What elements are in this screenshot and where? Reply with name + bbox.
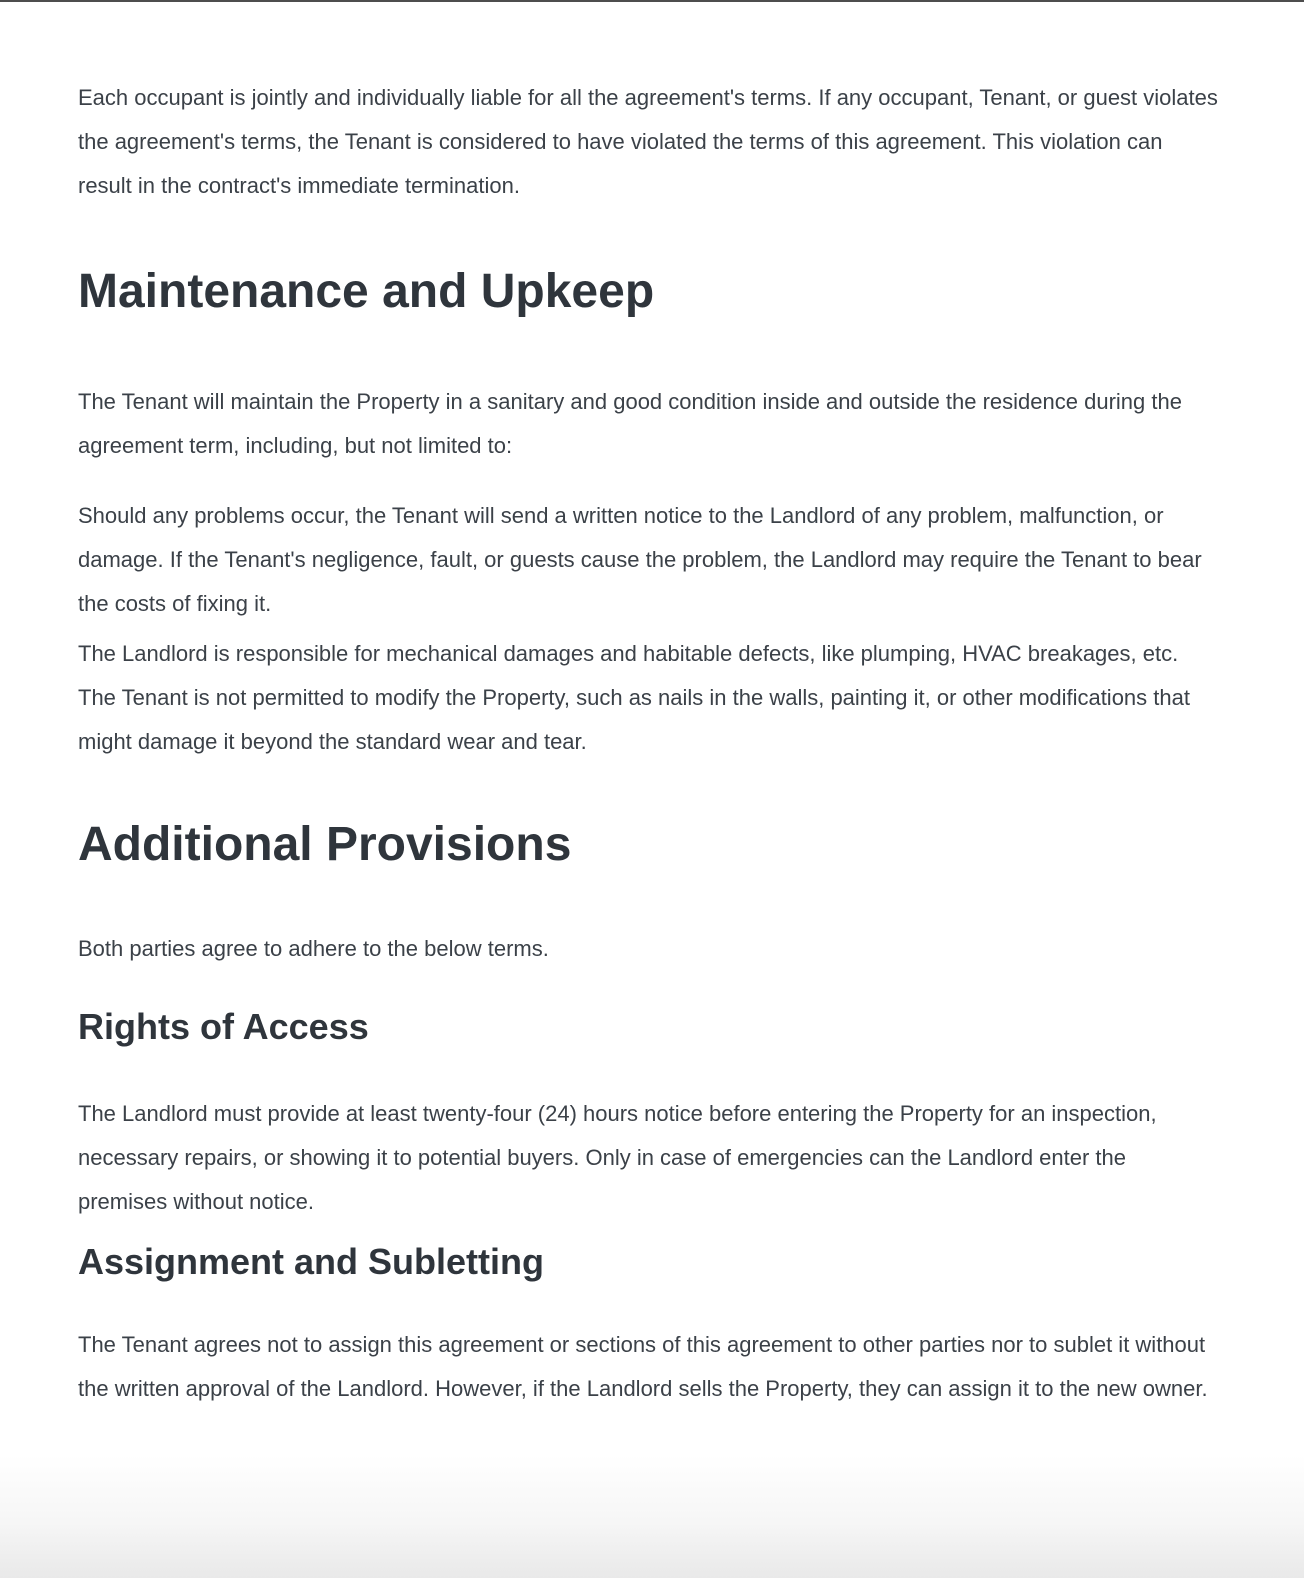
paragraph-landlord-responsibility: The Landlord is responsible for mechanical damages and habitable defects, like plumping, HVAC breakages, etc. The Tenant is not permitted to modify the Property, such as nails in the walls, painting it, or other modifications that might damage it beyond the standard wear and tear. (78, 641, 1190, 754)
paragraph-landlord-notice-before-entry: The Landlord must provide at least twenty-four (24) hours notice before entering the Property for an inspection, necessary repairs, or showing it to potential buyers. Only in case of emergencies can the Landlord enter the premises without notice. (78, 1101, 1157, 1214)
heading-additional-provisions: Additional Provisions (78, 818, 572, 871)
heading-assignment-and-subletting: Assignment and Subletting (78, 1241, 545, 1282)
window-top-edge (0, 0, 1304, 2)
paragraph-both-parties-agree: Both parties agree to adhere to the below terms. (78, 936, 549, 961)
paragraph-joint-liability: Each occupant is jointly and individually liable for all the agreement's terms. If any occupant, Tenant, or guest violates the agreement's terms, the Tenant is considered to have violated the terms of this agreement. This violation can result in the contract's immediate termination. (78, 85, 1218, 198)
paragraph-tenant-maintain-property: The Tenant will maintain the Property in a sanitary and good condition inside and outside the residence during the agreement term, including, but not limited to: (78, 389, 1182, 458)
page-bottom-fade (0, 1455, 1304, 1578)
paragraph-problems-written-notice: Should any problems occur, the Tenant will send a written notice to the Landlord of any problem, malfunction, or damage. If the Tenant's negligence, fault, or guests cause the problem, the Landlord may require the Tenant to bear the costs of fixing it. (78, 503, 1202, 616)
heading-rights-of-access: Rights of Access (78, 1006, 369, 1047)
paragraph-no-assignment-sublet: The Tenant agrees not to assign this agreement or sections of this agreement to other parties nor to sublet it without the written approval of the Landlord. However, if the Landlord sells the Property, they can assign it to the new owner. (78, 1332, 1208, 1401)
heading-maintenance-and-upkeep: Maintenance and Upkeep (78, 265, 655, 318)
